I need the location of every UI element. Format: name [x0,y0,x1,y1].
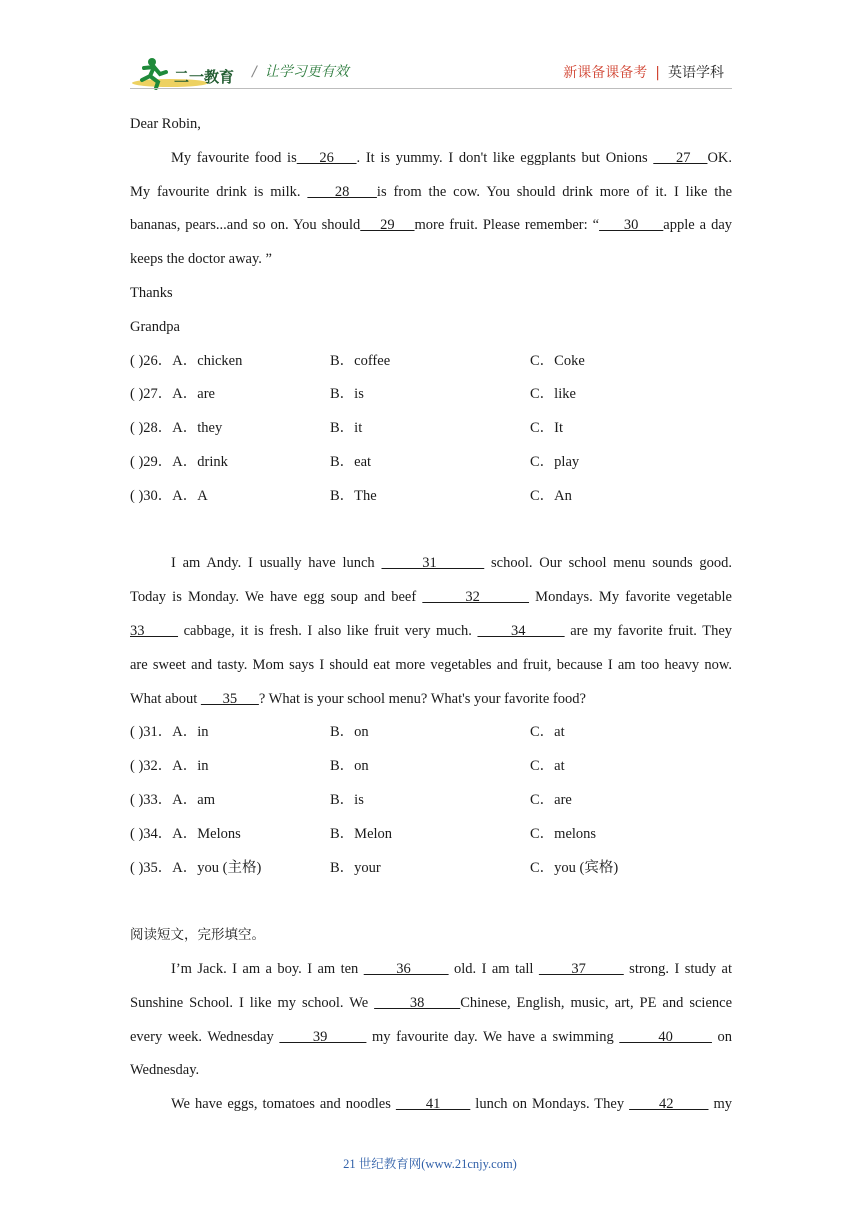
blank-36[interactable]: 36 [363,960,449,977]
question-row: ( )29．A．drink B．eat C．play [130,453,580,470]
page-footer: 21 世纪教育网(www.21cnjy.com) [343,1157,517,1171]
slogan-text: 让学习更有效 [264,64,349,80]
passage-line: I’m Jack. I am a boy. I am ten 36 old. I am tall 37 strong. I study at [171,960,733,977]
blank-41[interactable]: 41 [395,1096,471,1113]
passage-line: are sweet and tasty. Mom says I should eat more vegetables and fruit, because I am too heavy now. [130,656,732,673]
blank-27[interactable]: 27 [653,149,708,166]
passage-line: I am Andy. I usually have lunch 31 school. Our school menu sounds good. [171,555,733,572]
spacer [130,885,732,919]
blank-30[interactable]: 30 [599,217,664,234]
question-row: ( )35．A．you (主格) B．your C．you (宾格) [130,859,619,876]
blank-26[interactable]: 26 [296,149,357,166]
question-row: ( )31．A．in B．on C．at [130,724,565,741]
passage-line: keeps the doctor away. ” [130,251,272,268]
passage-line: Today is Monday. We have egg soup and beef 32 Mondays. My favorite vegetable [130,589,732,606]
question-row: ( )26．A．chicken B．coffee C．Coke [130,352,585,369]
letter-signature: Grandpa [130,318,180,335]
svg-text:二一教育: 二一教育 [174,68,235,86]
passage-line: every week. Wednesday 39 my favourite day. We have a swimming 40 on [130,1028,733,1045]
passage-line: Sunshine School. I like my school. We 38 Chinese, English, music, art, PE and science [130,994,733,1011]
passage-line: bananas, pears...and so on. You should 29 more fruit. Please remember: “ 30 apple a day [130,217,733,234]
passage-line: We have eggs, tomatoes and noodles 41 lunch on Mondays. They 42 my [171,1096,733,1113]
header-slogan: / 让学习更有效 [252,64,349,80]
header-course-label: 新课备课备考 [563,65,648,81]
question-row: ( )34．A．Melons B．Melon C．melons [130,825,597,842]
blank-35[interactable]: 35 [200,690,259,707]
passage-line: Wednesday. [130,1062,200,1079]
header-divider: | [655,65,660,81]
header-subject-label: 英语学科 [668,65,724,81]
passage-line: What about 35 ? What is your school menu? What's your favorite food? [130,690,586,707]
question-row: ( )28．A．they B．it C．It [130,420,564,437]
blank-29[interactable]: 29 [360,217,415,234]
blank-32[interactable]: 32 [422,589,530,606]
page-header [0,0,860,100]
letter-greeting: Dear Robin, [130,116,201,132]
question-row: ( )27．A．are B．is C．like [130,386,576,403]
blank-31[interactable]: 31 [381,555,485,572]
question-row: ( )32．A．in B．on C．at [130,758,565,775]
passage-line: 33 cabbage, it is fresh. I also like fruit very much. 34 are my favorite fruit. They [130,622,733,639]
section-instruction: 阅读短文，完形填空。 [130,927,265,944]
blank-40[interactable]: 40 [619,1028,712,1045]
blank-34[interactable]: 34 [477,622,565,639]
blank-42[interactable]: 42 [629,1096,709,1113]
spacer [130,514,732,548]
runner-logo-icon [130,56,242,90]
blank-39[interactable]: 39 [279,1028,367,1045]
blank-37[interactable]: 37 [538,960,624,977]
passage-line: My favourite drink is milk. 28 is from the cow. You should drink more of it. I like the [130,183,733,200]
question-row: ( )30．A．A B．The C．An [130,487,572,504]
passage-line: My favourite food is 26 . It is yummy. I don't like eggplants but Onions 27 OK. [171,149,733,166]
blank-38[interactable]: 38 [374,994,461,1011]
blank-33[interactable]: 33 [130,622,179,639]
document-body [130,108,732,1122]
header-rule [130,88,732,89]
blank-28[interactable]: 28 [307,183,377,200]
header-subject [563,62,724,82]
brand-logo [130,56,242,90]
letter-closing: Thanks [130,284,173,301]
question-row: ( )33．A．am B．is C．are [130,791,572,808]
